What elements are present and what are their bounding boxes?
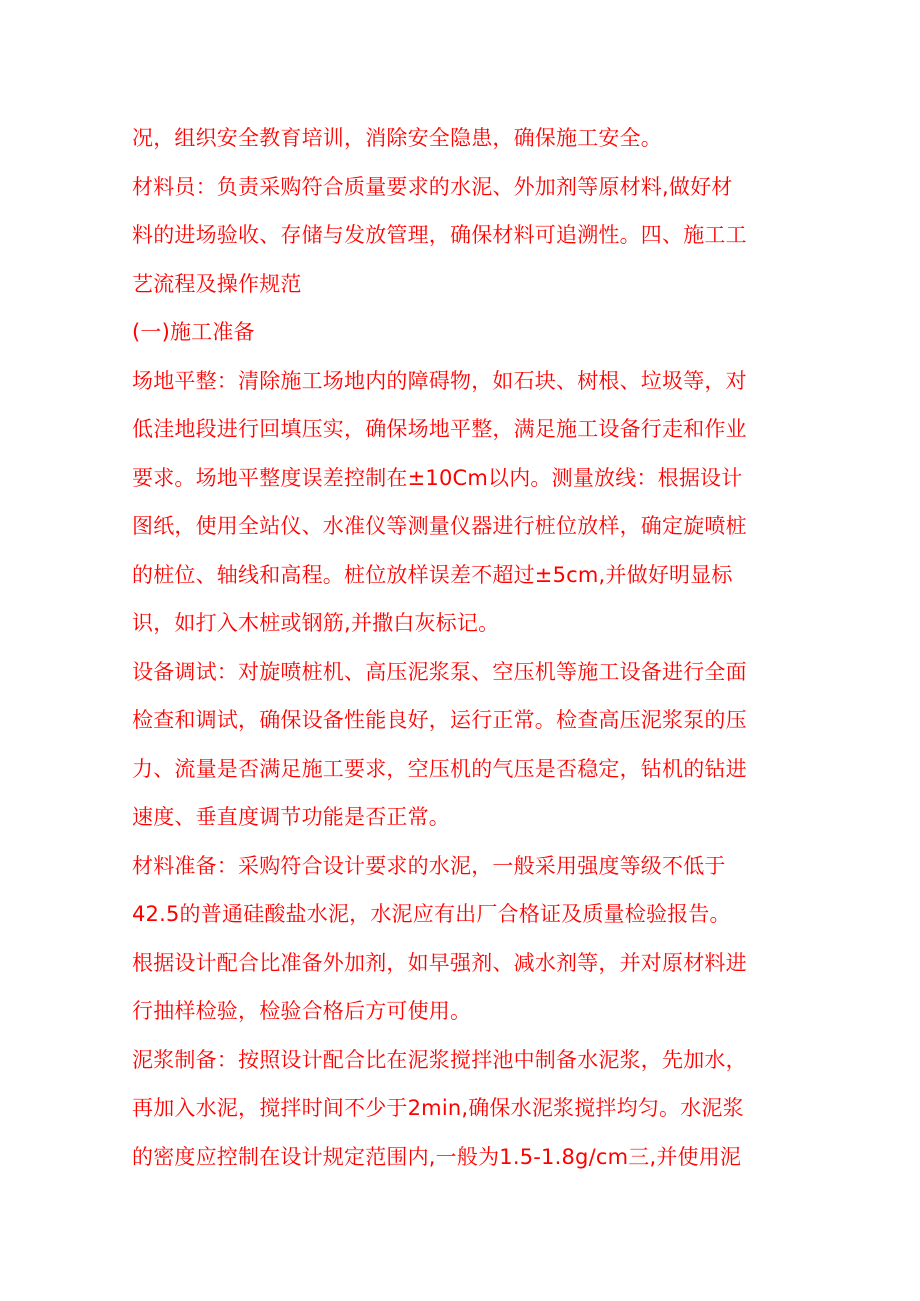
text-line: 况，组织安全教育培训，消除安全隐患，确保施工安全。 bbox=[132, 126, 662, 150]
section-heading-construction-prep bbox=[132, 308, 802, 357]
text-line: 的桩位、轴线和高程。桩位放样误差不超过±5cm,并做好明显标 bbox=[132, 562, 733, 587]
paragraph-site-leveling bbox=[132, 357, 802, 648]
text-line: 速度、垂直度调节功能是否正常。 bbox=[132, 805, 450, 829]
text-line: 识，如打入木桩或钢筋,并撒白灰标记。 bbox=[132, 611, 500, 635]
text-line: 的密度应控制在设计规定范围内,一般为1.5-1.8g/cm三,并使用泥 bbox=[132, 1144, 742, 1169]
text-line: 力、流量是否满足施工要求，空压机的气压是否稳定，钻机的钻进 bbox=[132, 756, 747, 781]
text-line: 艺流程及操作规范 bbox=[132, 271, 302, 296]
text-line: 根据设计配合比准备外加剂，如早强剂、减水剂等，并对原材料进 bbox=[132, 950, 747, 975]
paragraph-equipment-debugging bbox=[132, 648, 802, 842]
text-line: 检查和调试，确保设备性能良好，运行正常。检查高压泥浆泵的压 bbox=[132, 708, 747, 732]
text-line: 行抽样检验，检验合格后方可使用。 bbox=[132, 999, 472, 1023]
paragraph-slurry-preparation bbox=[132, 1036, 802, 1182]
text-line: (一)施工准备 bbox=[132, 320, 255, 344]
text-line: 泥浆制备：按照设计配合比在泥浆搅拌池中制备水泥浆，先加水， bbox=[132, 1047, 747, 1072]
text-line: 要求。场地平整度误差控制在±10Cm以内。测量放线：根据设计 bbox=[132, 465, 743, 490]
text-line: 材料员：负责采购符合质量要求的水泥、外加剂等原材料,做好材 bbox=[132, 174, 733, 199]
text-line: 42.5的普通硅酸盐水泥，水泥应有出厂合格证及质量检验报告。 bbox=[132, 902, 731, 926]
text-line: 再加入水泥，搅拌时间不少于2min,确保水泥浆搅拌均匀。水泥浆 bbox=[132, 1096, 744, 1120]
document-body bbox=[132, 114, 802, 1181]
paragraph-material-preparation bbox=[132, 842, 802, 1036]
paragraph-safety-continuation bbox=[132, 114, 802, 163]
text-line: 材料准备：采购符合设计要求的水泥，一般采用强度等级不低于 bbox=[132, 853, 726, 878]
text-line: 场地平整：清除施工场地内的障碍物，如石块、树根、垃圾等，对 bbox=[132, 368, 747, 393]
text-line: 低洼地段进行回填压实，确保场地平整，满足施工设备行走和作业 bbox=[132, 417, 747, 441]
paragraph-materials-officer bbox=[132, 163, 802, 309]
text-line: 料的进场验收、存储与发放管理，确保材料可追溯性。四、施工工 bbox=[132, 223, 747, 247]
text-line: 设备调试：对旋喷桩机、高压泥浆泵、空压机等施工设备进行全面 bbox=[132, 659, 747, 684]
text-line: 图纸，使用全站仪、水准仪等测量仪器进行桩位放样，确定旋喷桩 bbox=[132, 514, 747, 538]
